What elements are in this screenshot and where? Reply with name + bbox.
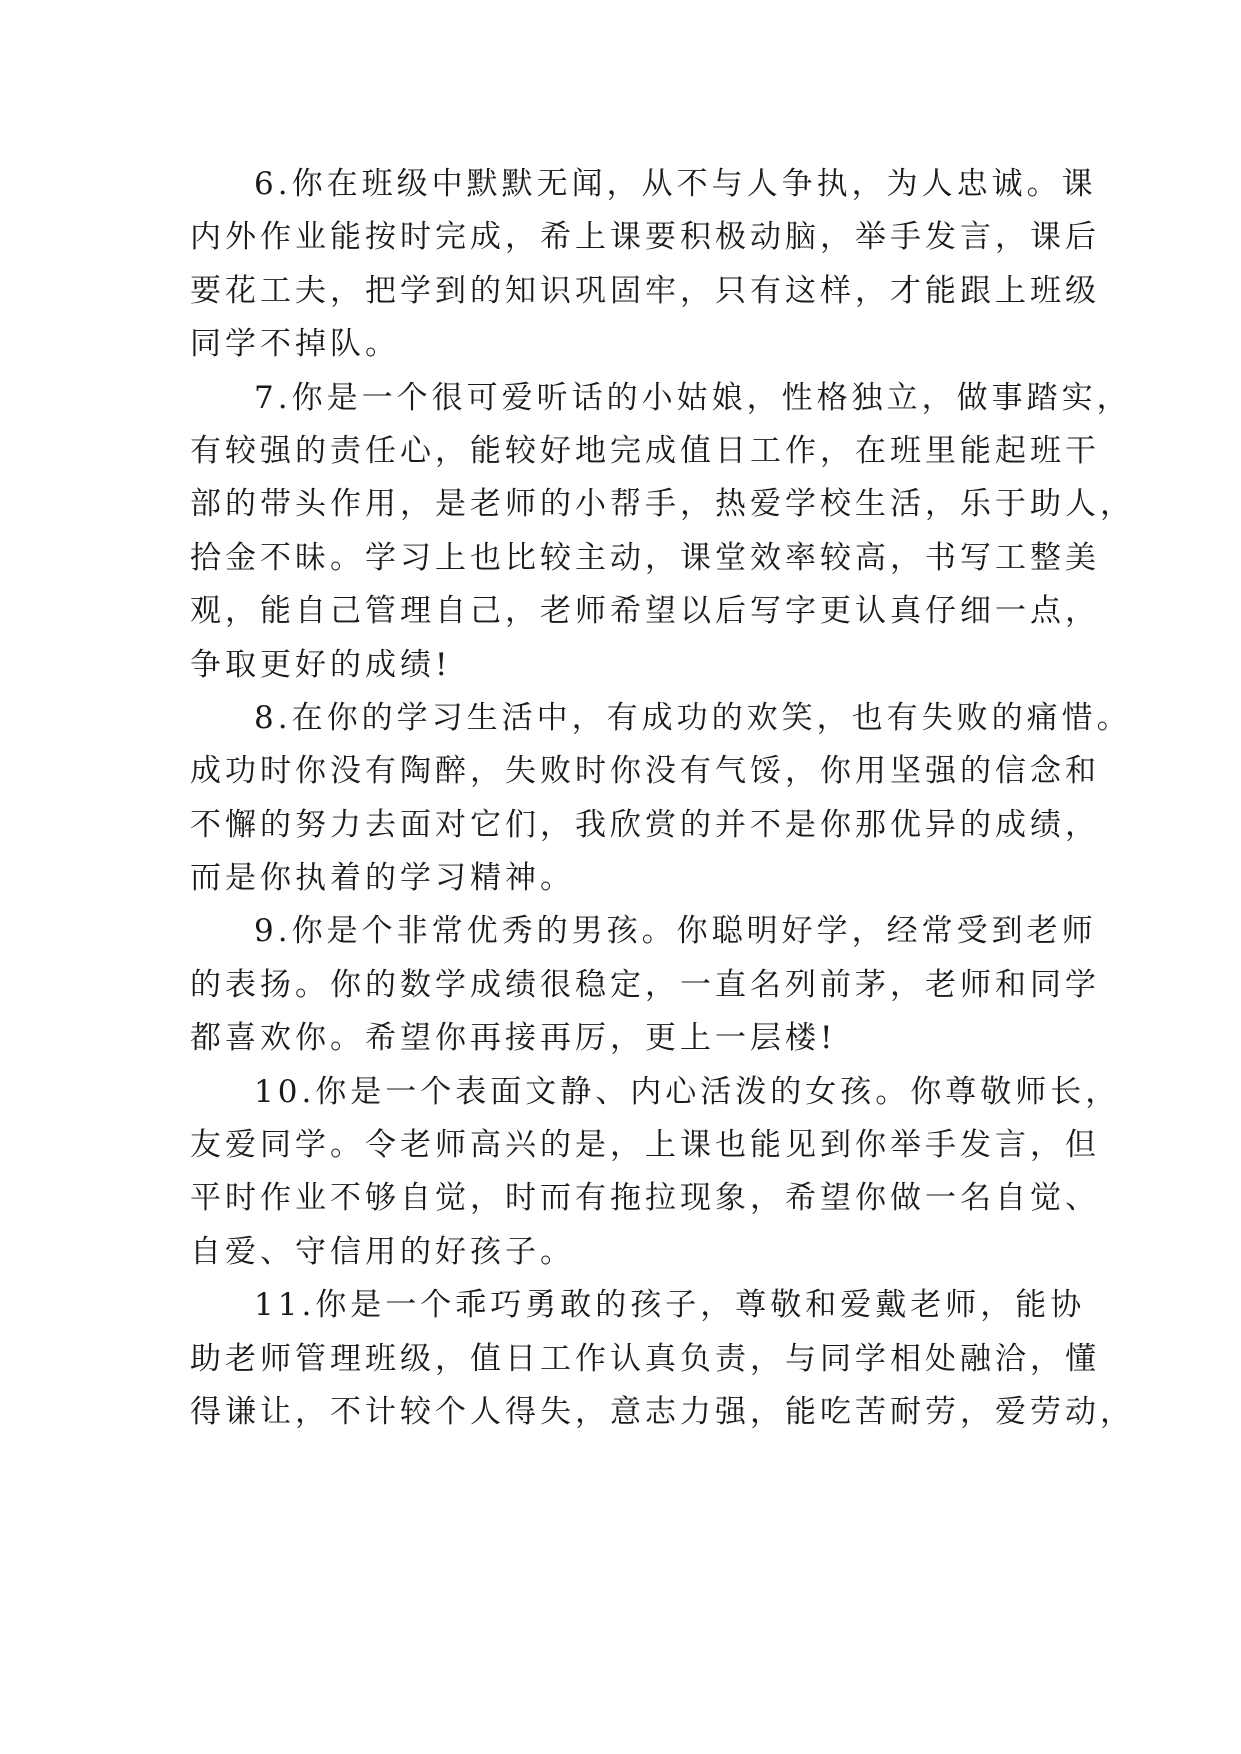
text-line: 争取更好的成绩! bbox=[190, 646, 452, 683]
text-line: 而是你执着的学习精神。 bbox=[190, 860, 575, 897]
paragraph-9 bbox=[190, 905, 1100, 1065]
text-line: 7.你是一个很可爱听话的小姑娘，性格独立，做事踏实， bbox=[254, 379, 1132, 416]
text-line: 平时作业不够自觉，时而有拖拉现象，希望你做一名自觉、 bbox=[190, 1180, 1100, 1217]
paragraph-10 bbox=[190, 1066, 1121, 1280]
text-line: 都喜欢你。希望你再接再厉，更上一层楼! bbox=[190, 1020, 837, 1057]
text-line: 拾金不昧。学习上也比较主动，课堂效率较高，书写工整美 bbox=[190, 539, 1100, 576]
text-line: 内外作业能按时完成，希上课要积极动脑，举手发言，课后 bbox=[190, 219, 1100, 256]
text-line: 部的带头作用，是老师的小帮手，热爱学校生活，乐于助人， bbox=[190, 486, 1135, 523]
text-line: 的表扬。你的数学成绩很稳定，一直名列前茅，老师和同学 bbox=[190, 966, 1100, 1003]
text-line: 得谦让，不计较个人得失，意志力强，能吃苦耐劳，爱劳动， bbox=[190, 1393, 1135, 1430]
text-line: 同学不掉队。 bbox=[190, 326, 400, 363]
paragraph-11 bbox=[190, 1279, 1135, 1439]
text-line: 有较强的责任心，能较好地完成值日工作，在班里能起班干 bbox=[190, 432, 1100, 469]
document-body bbox=[190, 158, 1135, 1439]
text-line: 要花工夫，把学到的知识巩固牢，只有这样，才能跟上班级 bbox=[190, 272, 1100, 309]
text-line: 不懈的努力去面对它们，我欣赏的并不是你那优异的成绩， bbox=[190, 806, 1100, 843]
text-line: 8.在你的学习生活中，有成功的欢笑，也有失败的痛惜。 bbox=[254, 699, 1132, 736]
text-line: 10.你是一个表面文静、内心活泼的女孩。你尊敬师长， bbox=[254, 1073, 1121, 1110]
paragraph-8 bbox=[190, 692, 1132, 906]
text-line: 友爱同学。令老师高兴的是，上课也能见到你举手发言，但 bbox=[190, 1127, 1100, 1164]
text-line: 9.你是个非常优秀的男孩。你聪明好学，经常受到老师 bbox=[254, 913, 1097, 950]
paragraph-7 bbox=[190, 372, 1135, 692]
text-line: 成功时你没有陶醉，失败时你没有气馁，你用坚强的信念和 bbox=[190, 753, 1100, 790]
paragraph-6 bbox=[190, 158, 1100, 372]
text-line: 观，能自己管理自己，老师希望以后写字更认真仔细一点， bbox=[190, 593, 1100, 630]
text-line: 自爱、守信用的好孩子。 bbox=[190, 1233, 575, 1270]
text-line: 11.你是一个乖巧勇敢的孩子，尊敬和爱戴老师，能协 bbox=[254, 1287, 1086, 1324]
text-line: 6.你在班级中默默无闻，从不与人争执，为人忠诚。课 bbox=[254, 166, 1097, 202]
text-line: 助老师管理班级，值日工作认真负责，与同学相处融洽，懂 bbox=[190, 1340, 1100, 1377]
